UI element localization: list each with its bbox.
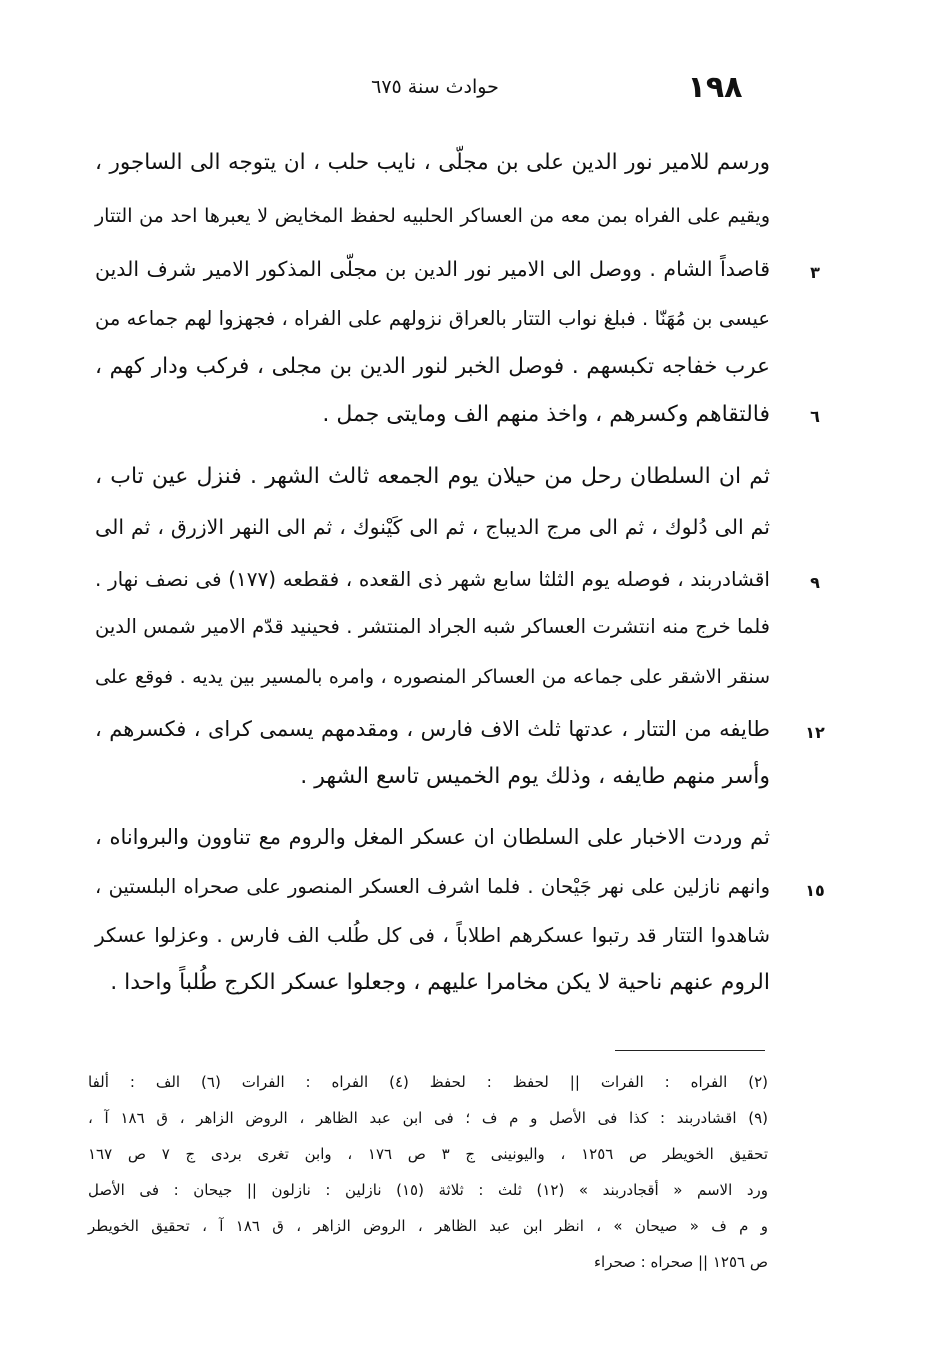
text-line: فلما خرج منه انتشرت العساكر شبه الجراد المنتشر . فحينيد قدّم الامير شمس الدين [95,615,770,638]
line-number: ٦ [810,407,820,426]
text-line: فالتقاهم وكسرهم ، واخذ منهم الف ومايتى جمل . [322,402,770,427]
text-line: شاهدوا التتار قد رتبوا عسكرهم اطلاباً ، فى كل طُلب الف فارس . وعزلوا عسكر [95,923,770,947]
text-line: ورسم للامير نور الدين على بن مجلّى ، نايب حلب ، ان يتوجه الى الساجور ، [95,150,770,175]
running-title: حوادث سنة ٦٧٥ [371,76,499,98]
footnote-line: (٢) الفراه : الفرات || لحفظ : لحفظ (٤) الفراه : الفرات (٦) الف : ألفا [88,1073,768,1091]
line-number: ٣ [810,263,820,282]
text-line: اقشادربند ، فوصله يوم الثلثا سابع شهر ذى القعده ، فقطعه (١٧٧) فى نصف نهار . [95,567,770,591]
text-line: وأسر منهم طايفه ، وذلك يوم الخميس تاسع الشهر . [300,764,770,789]
page-number: ١٩٨ [687,70,743,105]
text-line: وانهم نازلين على نهر جَيْحان . فلما اشرف العسكر المنصور على صحراه البلستين ، [95,875,770,898]
text-line: طايفه من التتار ، عدتها ثلث الاف فارس ، ومقدمهم يسمى كراى ، فكسرهم ، [95,717,770,741]
footnote-separator [615,1050,765,1051]
text-line: ثم وردت الاخبار على السلطان ان عسكر المغل والروم مع تناوون والبرواناه ، [95,825,770,849]
footnote-line: تحقيق الخويطر ص ١٢٥٦ ، واليونينى ج ٣ ص ١٧٦ ، وابن تغرى بردى ج ٧ ص ١٦٧ [88,1145,768,1163]
text-line: عيسى بن مُهَنّا . فبلغ نواب التتار بالعراق نزولهم على الفراه ، فجهزوا لهم جماعه من [95,307,770,330]
footnote-line: و م ف « صيحان » ، انظر ابن عبد الظاهر ، الروض الزاهر ، ق ١٨٦ آ ، تحقيق الخويطر [88,1217,768,1235]
text-line: قاصداً الشام . ووصل الى الامير نور الدين بن مجلّى المذكور الامير شرف الدين [95,257,770,281]
footnote-line: ص ١٢٥٦ || صحراه : صحراء [593,1253,768,1271]
text-line: سنقر الاشقر على جماعه من العساكر المنصوره ، وامره بالمسير بين يديه . فوقع على [95,666,770,688]
footnote-line: (٩) اقشادربند : كذا فى الأصل و م ف ؛ فى ابن عبد الظاهر ، الروض الزاهر ، ق ١٨٦ آ ، [88,1109,769,1127]
line-number: ١٥ [805,881,825,900]
line-number: ٩ [810,573,820,592]
footnote-line: ورد الاسم « أقجادربند » (١٢) ثلث : ثلاثة (١٥) نازلين : نازلون || جيحان : فى الأصل [88,1181,769,1199]
text-line: ثم ان السلطان رحل من حيلان يوم الجمعه ثالث الشهر . فنزل عين تاب ، [95,464,770,489]
text-line: ويقيم على الفراه بمن معه من العساكر الحلبيه لحفظ المخايض لا يعبرها احد من التتار [95,205,770,227]
text-line: الروم عنهم ناحية لا يكن مخامرا عليهم ، وجعلوا عسكر الكرج طُلباً واحدا . [110,970,770,995]
text-line: عرب خفاجه تكبسهم . فوصل الخبر لنور الدين بن مجلى ، فركب ودار كهم ، [95,354,770,379]
line-number: ١٢ [805,723,825,742]
text-line: ثم الى دُلوك ، ثم الى مرج الديباج ، ثم الى كَيْنوك ، ثم الى النهر الازرق ، ثم الى [95,515,770,539]
